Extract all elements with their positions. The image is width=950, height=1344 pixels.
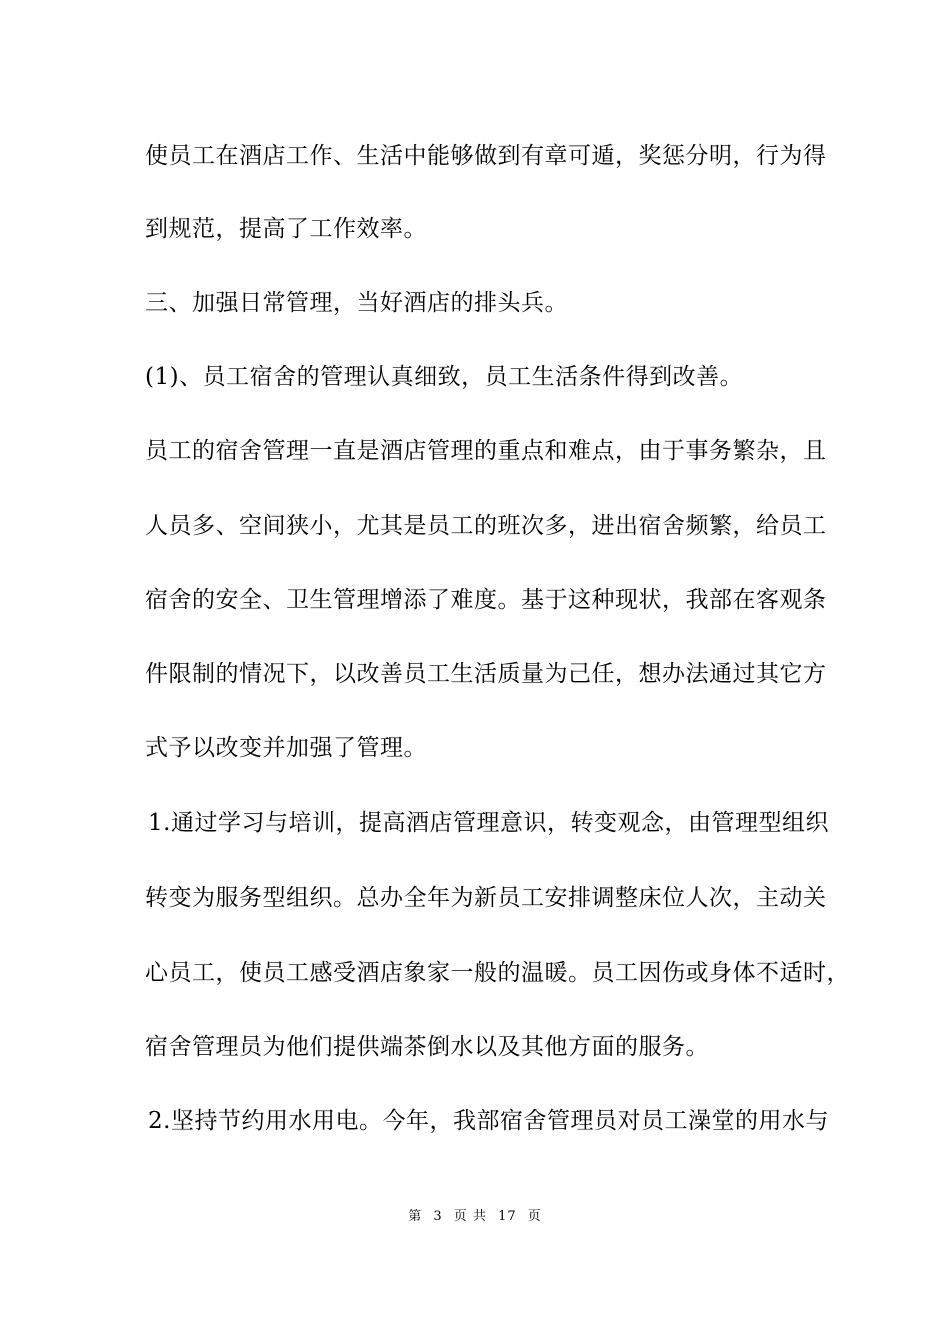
current-page-number: 3 — [433, 1209, 443, 1224]
text-line: 人员多、空间狭小，尤其是员工的班次多，进出宿舍频繁，给员工 — [145, 513, 827, 539]
text-line: 心员工，使员工感受酒店象家一般的温暖。员工因伤或身体不适时， — [145, 960, 850, 986]
footer-suffix: 页 — [527, 1209, 542, 1224]
text-line: 宿舍的安全、卫生管理增添了难度。基于这种现状，我部在客观条 — [145, 587, 827, 613]
footer-mid: 页 共 — [453, 1209, 487, 1224]
footer-prefix: 第 — [408, 1209, 423, 1224]
text-line: 转变为服务型组织。总办全年为新员工安排调整床位人次，主动关 — [145, 885, 827, 911]
subsection-heading: (1)、员工宿舍的管理认真细致，员工生活条件得到改善。 — [145, 364, 744, 390]
text-line: 使员工在酒店工作、生活中能够做到有章可遁，奖惩分明，行为得 — [145, 143, 827, 169]
text-line: 到规范，提高了工作效率。 — [145, 216, 427, 242]
total-page-number: 17 — [498, 1209, 517, 1224]
section-heading: 三、加强日常管理，当好酒店的排头兵。 — [145, 290, 568, 316]
page-number-footer — [0, 1208, 950, 1226]
list-item-2: 2.坚持节约用水用电。今年，我部宿舍管理员对员工澡堂的用水与 — [148, 1108, 829, 1134]
list-item-1: 1.通过学习与培训，提高酒店管理意识，转变观念，由管理型组织 — [148, 810, 829, 836]
text-line: 员工的宿舍管理一直是酒店管理的重点和难点，由于事务繁杂，且 — [145, 438, 827, 464]
text-line: 件限制的情况下，以改善员工生活质量为己任，想办法通过其它方 — [145, 661, 827, 687]
text-line: 式予以改变并加强了管理。 — [145, 735, 427, 761]
text-line: 宿舍管理员为他们提供端茶倒水以及其他方面的服务。 — [145, 1034, 709, 1060]
